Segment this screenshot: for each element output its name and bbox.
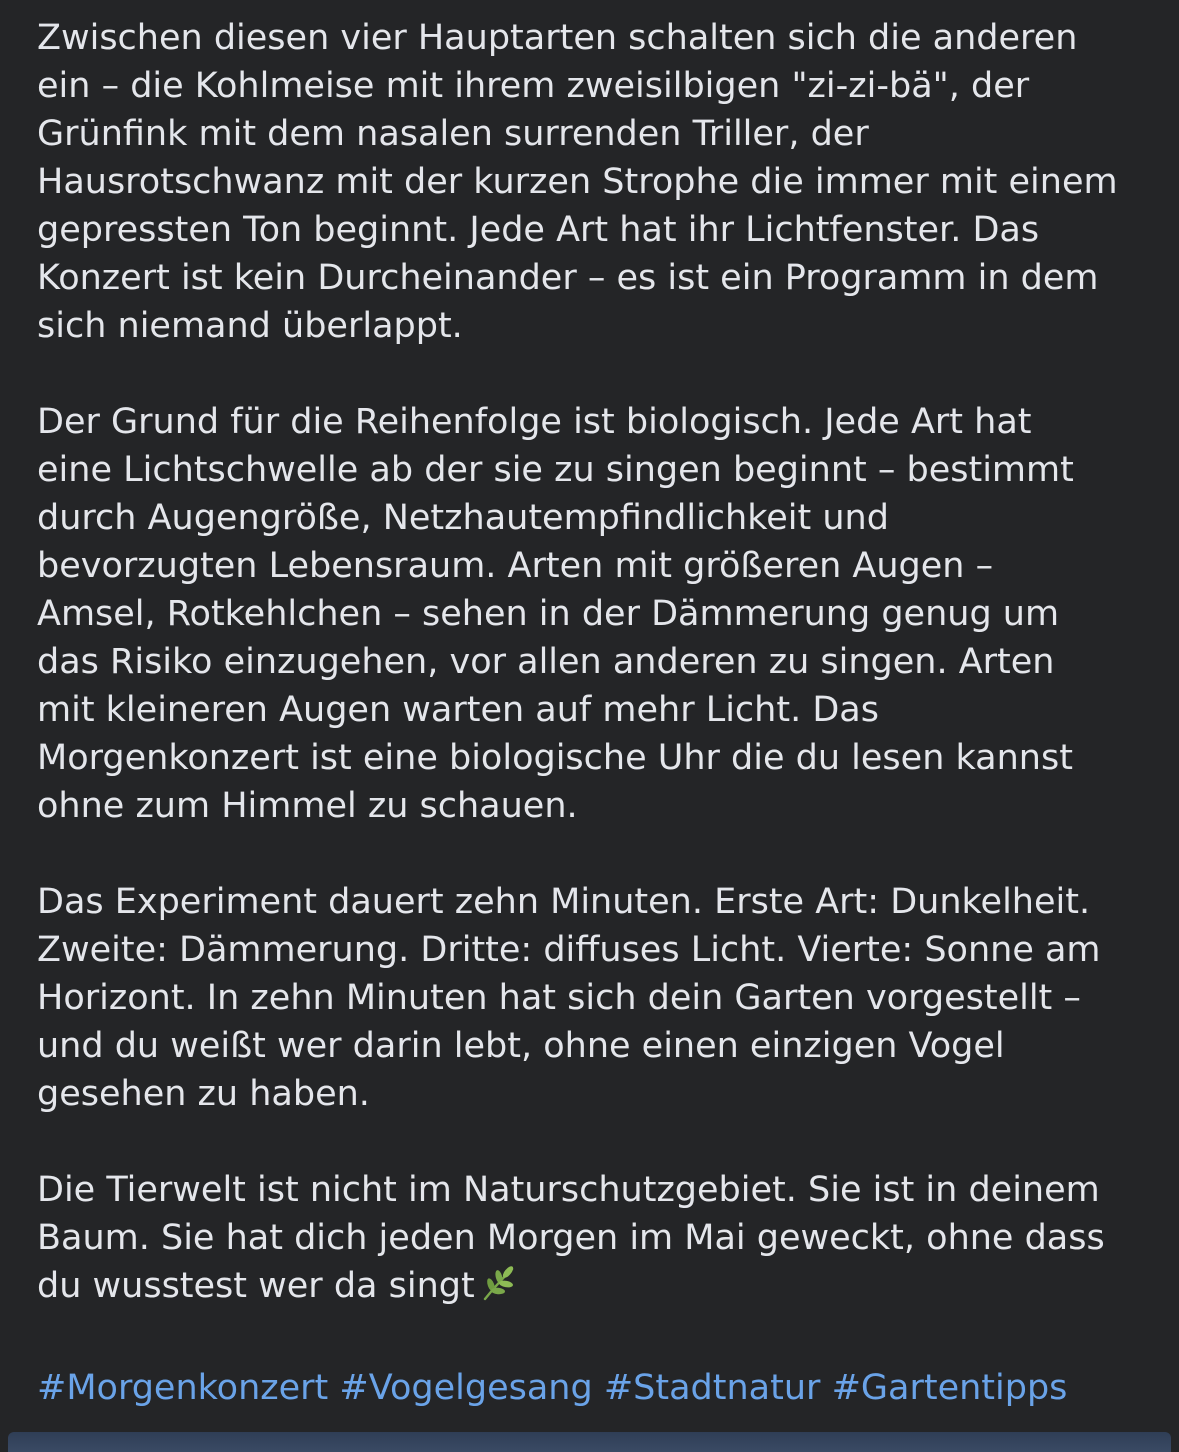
text-line: Der Grund für die Reihenfolge ist biologisch. Jede Art hat <box>37 402 1032 442</box>
hashtag-list <box>37 1364 1162 1412</box>
post-paragraph <box>37 14 1162 350</box>
text-line: Zweite: Dämmerung. Dritte: diffuses Licht. Vierte: Sonne am <box>37 930 1101 970</box>
text-line: durch Augengröße, Netzhautempfindlichkeit und <box>37 498 889 538</box>
post-paragraph <box>37 1166 1162 1316</box>
text-line: das Risiko einzugehen, vor allen anderen zu singen. Arten <box>37 642 1055 682</box>
text-line: Konzert ist kein Durcheinander – es ist ein Programm in dem <box>37 258 1099 298</box>
bottom-edge-strip <box>8 1432 1171 1452</box>
hashtag-link[interactable]: #Vogelgesang <box>339 1368 593 1408</box>
text-line <box>37 1262 1162 1316</box>
text-line: gesehen zu haben. <box>37 1074 370 1114</box>
text-line-content: du wusstest wer da singt <box>37 1266 475 1306</box>
post-body <box>37 14 1162 1412</box>
text-line: mit kleineren Augen warten auf mehr Licht. Das <box>37 690 879 730</box>
text-line: Zwischen diesen vier Hauptarten schalten sich die anderen <box>37 18 1078 58</box>
text-line: bevorzugten Lebensraum. Arten mit größeren Augen – <box>37 546 994 586</box>
text-line: eine Lichtschwelle ab der sie zu singen beginnt – bestimmt <box>37 450 1074 490</box>
hashtag-link[interactable]: #Morgenkonzert <box>37 1368 329 1408</box>
post-paragraph <box>37 878 1162 1118</box>
text-line: ein – die Kohlmeise mit ihrem zweisilbigen "zi-zi-bä", der <box>37 66 1030 106</box>
text-line: Hausrotschwanz mit der kurzen Strophe die immer mit einem <box>37 162 1118 202</box>
text-line: ohne zum Himmel zu schauen. <box>37 786 578 826</box>
text-line: Grünfink mit dem nasalen surrenden Triller, der <box>37 114 869 154</box>
hashtag-link[interactable]: #Gartentipps <box>831 1368 1068 1408</box>
text-line: Amsel, Rotkehlchen – sehen in der Dämmerung genug um <box>37 594 1060 634</box>
text-line: Horizont. In zehn Minuten hat sich dein Garten vorgestellt – <box>37 978 1081 1018</box>
text-line: Baum. Sie hat dich jeden Morgen im Mai geweckt, ohne dass <box>37 1218 1105 1258</box>
bottom-edge-bar <box>0 1430 1179 1452</box>
text-line: und du weißt wer darin lebt, ohne einen einzigen Vogel <box>37 1026 1005 1066</box>
post-paragraph <box>37 398 1162 830</box>
text-line: Das Experiment dauert zehn Minuten. Erste Art: Dunkelheit. <box>37 882 1091 922</box>
text-line: Die Tierwelt ist nicht im Naturschutzgebiet. Sie ist in deinem <box>37 1170 1100 1210</box>
hashtag-link[interactable]: #Stadtnatur <box>603 1368 821 1408</box>
text-line: Morgenkonzert ist eine biologische Uhr die du lesen kannst <box>37 738 1073 778</box>
text-line: gepressten Ton beginnt. Jede Art hat ihr Lichtfenster. Das <box>37 210 1040 250</box>
herb-leaf-icon <box>479 1263 519 1316</box>
text-line: sich niemand überlappt. <box>37 306 463 346</box>
